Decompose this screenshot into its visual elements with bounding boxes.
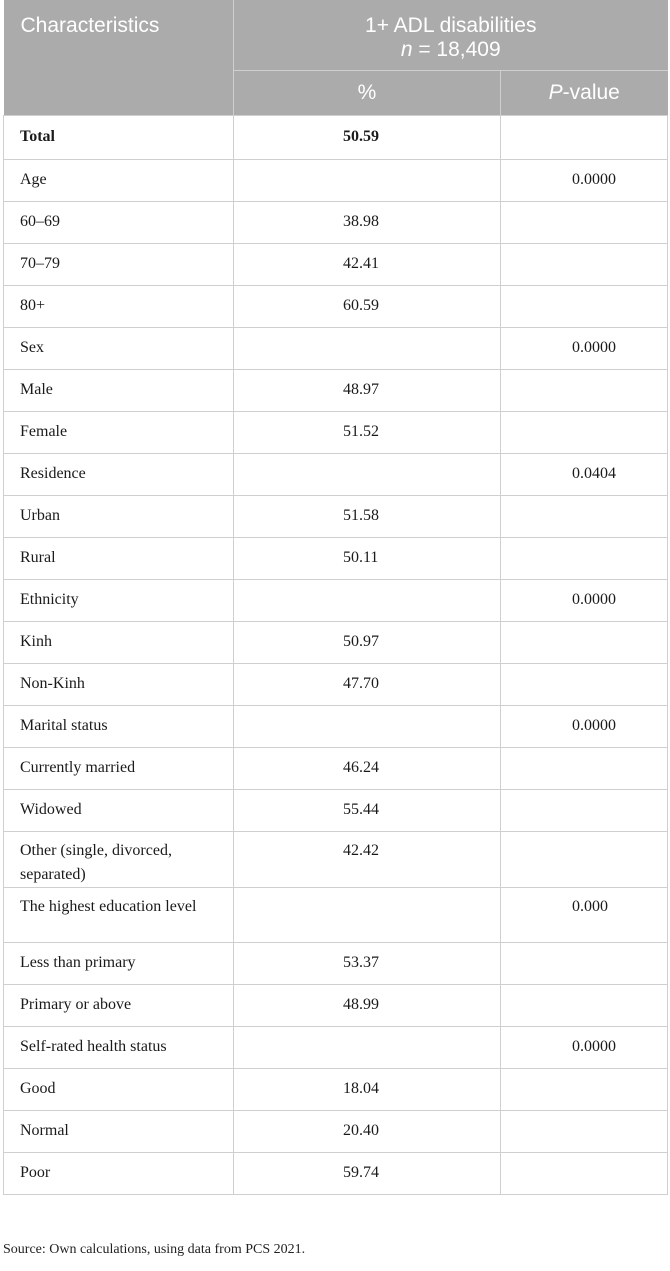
table-row [4,705,668,747]
row-percent: 50.11 [234,537,501,579]
row-pvalue [501,537,668,579]
row-characteristic: Poor [4,1152,234,1194]
row-characteristic: Less than primary [4,942,234,984]
row-characteristic: Residence [4,453,234,495]
table-row [4,495,668,537]
row-percent: 48.97 [234,369,501,411]
row-pvalue [501,1110,668,1152]
row-characteristic: Self-rated health status [4,1026,234,1068]
table-row [4,159,668,201]
header-group-label: 1+ ADL disabilities [365,14,537,37]
row-pvalue [501,789,668,831]
row-characteristic: Widowed [4,789,234,831]
row-characteristic: Rural [4,537,234,579]
row-percent [234,705,501,747]
row-percent: 18.04 [234,1068,501,1110]
row-percent: 51.52 [234,411,501,453]
table-row [4,984,668,1026]
row-characteristic: 60–69 [4,201,234,243]
row-characteristic: Kinh [4,621,234,663]
table-row [4,1068,668,1110]
adl-disabilities-table [3,0,668,1195]
table-row [4,747,668,789]
row-pvalue: 0.0000 [501,159,668,201]
row-percent: 42.42 [234,831,501,887]
table-row [4,243,668,285]
row-pvalue [501,411,668,453]
header-n-value: = 18,409 [412,38,501,61]
row-percent: 51.58 [234,495,501,537]
row-percent [234,327,501,369]
table-row [4,537,668,579]
table-row [4,887,668,942]
row-pvalue: 0.000 [501,887,668,942]
row-pvalue [501,663,668,705]
row-percent: 50.59 [234,115,501,159]
table-row [4,789,668,831]
row-pvalue: 0.0000 [501,579,668,621]
adl-table-container [3,0,667,1195]
table-body [4,115,668,1194]
table-row [4,1026,668,1068]
row-pvalue [501,115,668,159]
row-percent: 42.41 [234,243,501,285]
header-adl-group [234,0,668,70]
row-percent: 20.40 [234,1110,501,1152]
row-characteristic: Non-Kinh [4,663,234,705]
row-pvalue [501,621,668,663]
header-pvalue-rest: -value [562,80,620,104]
row-pvalue: 0.0000 [501,705,668,747]
header-n-symbol: n [400,38,413,61]
row-characteristic: Sex [4,327,234,369]
row-percent: 47.70 [234,663,501,705]
row-percent: 55.44 [234,789,501,831]
header-sample-size [234,38,668,62]
row-characteristic: Marital status [4,705,234,747]
row-percent: 48.99 [234,984,501,1026]
header-percent: % [234,70,501,115]
table-row [4,663,668,705]
table-header [4,0,668,115]
row-pvalue [501,1068,668,1110]
row-characteristic: Urban [4,495,234,537]
table-row [4,453,668,495]
table-row [4,201,668,243]
row-characteristic: The highest education level [4,887,234,942]
row-pvalue: 0.0000 [501,327,668,369]
table-row [4,579,668,621]
table-row [4,115,668,159]
row-pvalue [501,942,668,984]
row-percent [234,453,501,495]
row-pvalue [501,243,668,285]
header-characteristics: Characteristics [4,0,234,115]
row-characteristic: Age [4,159,234,201]
table-row [4,831,668,887]
table-row [4,1110,668,1152]
table-row [4,285,668,327]
row-percent: 46.24 [234,747,501,789]
row-characteristic: Primary or above [4,984,234,1026]
row-characteristic: 70–79 [4,243,234,285]
row-characteristic: Female [4,411,234,453]
row-pvalue: 0.0000 [501,1026,668,1068]
source-note: Source: Own calculations, using data from PCS 2021. [3,1242,306,1257]
row-characteristic: 80+ [4,285,234,327]
row-percent [234,579,501,621]
row-pvalue [501,831,668,887]
row-characteristic: Male [4,369,234,411]
row-pvalue [501,369,668,411]
row-pvalue [501,201,668,243]
row-characteristic: Normal [4,1110,234,1152]
table-row [4,411,668,453]
table-row [4,369,668,411]
row-percent: 60.59 [234,285,501,327]
header-pvalue-p: P [548,80,563,104]
row-percent [234,887,501,942]
row-percent: 53.37 [234,942,501,984]
row-percent [234,159,501,201]
row-pvalue [501,1152,668,1194]
row-pvalue [501,747,668,789]
table-row [4,1152,668,1194]
row-percent: 59.74 [234,1152,501,1194]
row-pvalue [501,495,668,537]
row-pvalue [501,285,668,327]
row-characteristic: Total [4,115,234,159]
row-percent: 38.98 [234,201,501,243]
table-row [4,942,668,984]
row-pvalue [501,984,668,1026]
table-row [4,621,668,663]
row-percent: 50.97 [234,621,501,663]
row-characteristic: Currently married [4,747,234,789]
row-pvalue: 0.0404 [501,453,668,495]
row-characteristic: Other (single, divorced, separated) [4,831,234,887]
row-characteristic: Good [4,1068,234,1110]
table-row [4,327,668,369]
header-pvalue [501,70,668,115]
row-percent [234,1026,501,1068]
row-characteristic: Ethnicity [4,579,234,621]
